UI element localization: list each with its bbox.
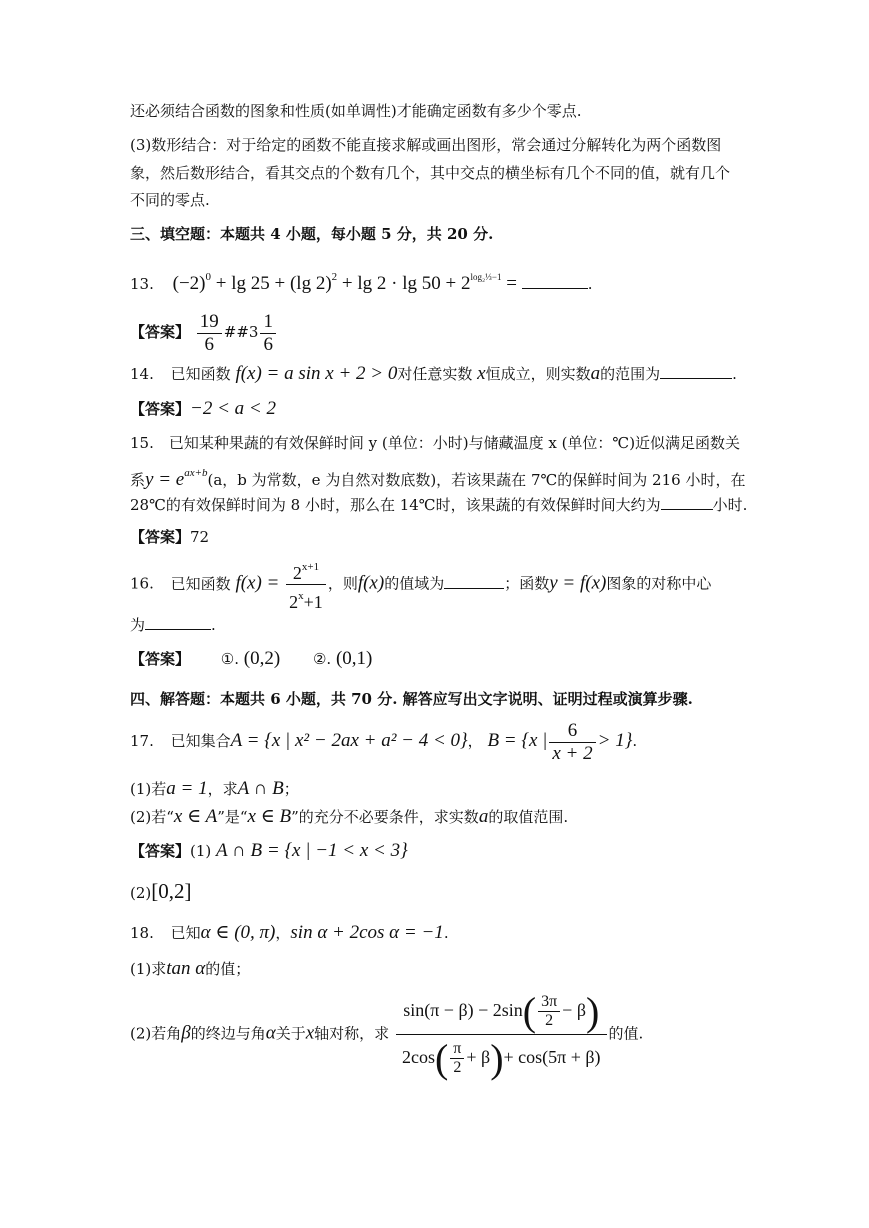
answer-blank bbox=[660, 364, 732, 379]
question-16-line2: 为 . bbox=[130, 616, 216, 634]
q18-big-fraction: sin(π − β) − 2sin( $\frac{3\pi}{2}$ − β) 2cos( $\frac{\pi}{2}$ + β)+ cos(5π + β) bbox=[396, 988, 607, 1081]
answer-blank bbox=[444, 574, 504, 589]
question-17-part2: (2)若“x ∈ A”是“x ∈ B”的充分不必要条件，求实数a的取值范围. bbox=[130, 806, 569, 827]
answer-blank bbox=[661, 495, 713, 510]
answer-fraction: $\frac{19}{6}$ bbox=[197, 311, 222, 356]
question-17-part1: (1)若a = 1，求A ∩ B； bbox=[130, 778, 299, 799]
section-title-fill-in: 三、填空题：本题共 4 小题，每小题 5 分，共 20 分. bbox=[130, 225, 494, 243]
question-18: 18. 已知α ∈ (0, π)，sin α + 2cos α = −1. bbox=[130, 922, 449, 943]
q17-fraction: $\frac{6}{x + 2}$ bbox=[549, 720, 595, 765]
question-15-line3: 28℃的有效保鲜时间为 8 小时，那么在 14℃时，该果蔬的有效保鲜时间大约为 小时. bbox=[130, 496, 748, 514]
question-18-part2: (2)若角β的终边与角α关于x轴对称，求 sin(π − β) − 2sin( $\frac{3\pi}{2}$ − β) 2cos( $\frac{\pi}{2}$ + β)+ cos(5π + β) 的值. bbox=[130, 988, 644, 1081]
answer-blank bbox=[145, 615, 211, 630]
question-14: 14. 已知函数 f(x) = a sin x + 2 > 0对任意实数 x恒成立，则实数a的范围为 . bbox=[130, 363, 737, 384]
answer-label: 【答案】 bbox=[130, 323, 191, 341]
question-13: 13. $(-2)^0 + \lg 25 + (\lg$ $2)^2 + \lg 2 \cdot \lg 50 + 2^{log_2\frac{1}{3}-1}$ = . bbox=[130, 271, 593, 294]
question-number: 13. bbox=[130, 275, 154, 293]
answer-13: 【答案】 $\frac{19}{6}$ ##3 $\frac{1}{6}$ bbox=[130, 310, 278, 356]
text-line: 不同的零点. bbox=[130, 191, 210, 209]
answer-17-part2: (2)[0,2] bbox=[130, 879, 192, 903]
question-15-line2: 系$y = e^{ax+b}(a$，b 为常数，e 为自然对数底数)，若该果蔬在 7℃的保鲜时间为 216 小时，在 bbox=[130, 467, 746, 490]
q14-expression: f(x) = a sin x + 2 > 0 bbox=[235, 363, 398, 384]
text-line: (3)数形结合：对于给定的函数不能直接求解或画出图形，常会通过分解转化为两个函数图 bbox=[130, 136, 722, 154]
question-15: 15. 已知某种果蔬的有效保鲜时间 y (单位：小时)与储藏温度 x (单位：℃)近似满足函数关 bbox=[130, 434, 741, 452]
answer-15: 【答案】72 bbox=[130, 528, 210, 546]
question-17: 17. 已知集合A = {x | x² − 2ax + a² − 4 < 0}， B = {x | $\frac{6}{x + 2}$ > 1}. bbox=[130, 719, 638, 764]
answer-14: 【答案】−2 < a < 2 bbox=[130, 398, 276, 419]
question-16: 16. 已知函数 f(x) = $\frac{2^{x+1}}{2^x+1}$ ，则f(x)的值域为 ；函数y = f(x)图象的对称中心 bbox=[130, 556, 711, 613]
text-line: 象，然后数形结合，看其交点的个数有几个，其中交点的横坐标有几个不同的值，就有几个 bbox=[130, 164, 731, 182]
answer-blank bbox=[522, 274, 588, 289]
answer-16: 【答案】 ①. (0,2) ②. (0,1) bbox=[130, 648, 373, 669]
answer-fraction: $\frac{1}{6}$ bbox=[260, 311, 276, 356]
q13-expression: $(-2)^0 + \lg 25 + (\lg$ $2)^2 + \lg 2 \cdot \lg 50 + 2^{log_2\frac{1}{3}-1}$ = bbox=[172, 271, 517, 294]
answer-17: 【答案】(1) A ∩ B = {x | −1 < x < 3} bbox=[130, 840, 408, 861]
question-18-part1: (1)求tan α的值； bbox=[130, 958, 251, 979]
section-title-solutions: 四、解答题：本题共 6 小题，共 70 分. 解答应写出文字说明、证明过程或演算步骤. bbox=[130, 690, 693, 708]
text-line: 还必须结合函数的图象和性质(如单调性)才能确定函数有多少个零点. bbox=[130, 102, 582, 120]
q16-fraction: $\frac{2^{x+1}}{2^x+1}$ bbox=[286, 556, 326, 613]
